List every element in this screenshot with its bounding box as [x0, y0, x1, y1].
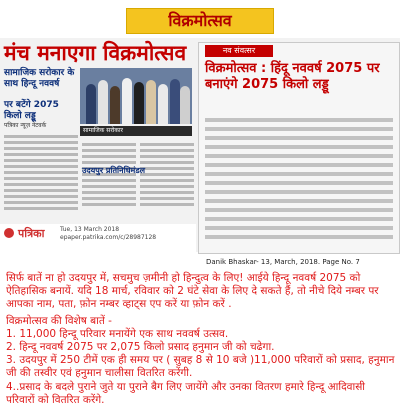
- clipping-subheadline-2: पर बटेंगे 2075 किलो लड्डू: [4, 100, 59, 121]
- section-banner: विक्रमोत्सव: [126, 8, 274, 34]
- article-column-2: [82, 140, 136, 222]
- clipping-header: [0, 0, 400, 38]
- clipping-footer: [0, 224, 196, 252]
- intro-paragraph: सिर्फ बातें ना हो उदयपुर में, सचमुच ज़मीनी हो हिन्दुत्व के लिए! आईये हिन्दू नववर्ष 2075 को ऐतिहासिक बनायें. यदि 18 मार्च, रविवार को 2 घंटे सेवा के लिए दे सकते हैं, तो नीचे दिये नम्बर पर आपका नाम, पता, फ़ोन नम्बर व्हाट्स एप करें या फ़ोन करें .: [6, 272, 379, 311]
- list-item: 4..प्रसाद के बदले पुराने जुते या पुराने बैग लिए जायेंगे और उनका वितरण हमारे हिन्दू आदिवासी परिवारों को वितरित करेंगे.: [6, 380, 366, 406]
- list-title: विक्रमोत्सव की विशेष बातें -: [6, 314, 112, 327]
- logo-icon: [4, 228, 14, 238]
- right-article-tag: नव संवत्सर: [205, 45, 273, 57]
- article-column-3: [140, 140, 194, 222]
- clipping-headline: मंच मनाएगा विक्रमोत्सव: [4, 41, 187, 65]
- patrika-logo: पत्रिका: [18, 227, 45, 240]
- group-photo: [80, 68, 192, 124]
- list-item: 2. हिन्दू नववर्ष 2075 पर 2,075 किलो प्रसाद हनुमान जी को चढेगा.: [6, 341, 275, 354]
- list-item: 1. 11,000 हिन्दू परिवार मनायेंगे एक साथ नववर्ष उत्सव.: [6, 327, 229, 340]
- clipping-subheadline: सामाजिक सरोकार के साथ हिन्दू नववर्ष: [4, 68, 75, 89]
- clipping-byline: पत्रिका न्यूज़ नेटवर्क: [4, 122, 47, 129]
- right-article: [198, 42, 400, 254]
- clipping-url: epaper.patrika.com/c/28987128: [60, 234, 157, 241]
- right-article-headline: विक्रमोत्सव : हिंदू नववर्ष 2075 पर बनाएंगे 2075 किलो लड्डू: [205, 61, 380, 92]
- source-caption: Danik Bhaskar- 13, March, 2018. Page No. 7: [206, 258, 360, 266]
- article-column-1: [4, 132, 78, 222]
- photo-caption: सामाजिक सरोकार: [80, 126, 192, 136]
- list-item: 3. उदयपुर में 250 टीमें एक ही समय पर ( सुबह 8 से 10 बजे )11,000 परिवारों को प्रसाद, हनुमान जी की तस्वीर एवं हनुमान चालीसा वितरित करेंगी.: [6, 354, 395, 380]
- message-body: [6, 272, 396, 407]
- column-subhead: उदयपुर प्रतिनिधिमंडल: [82, 166, 146, 175]
- right-article-body: [205, 113, 393, 249]
- clipping-date: Tue, 13 March 2018: [60, 226, 120, 233]
